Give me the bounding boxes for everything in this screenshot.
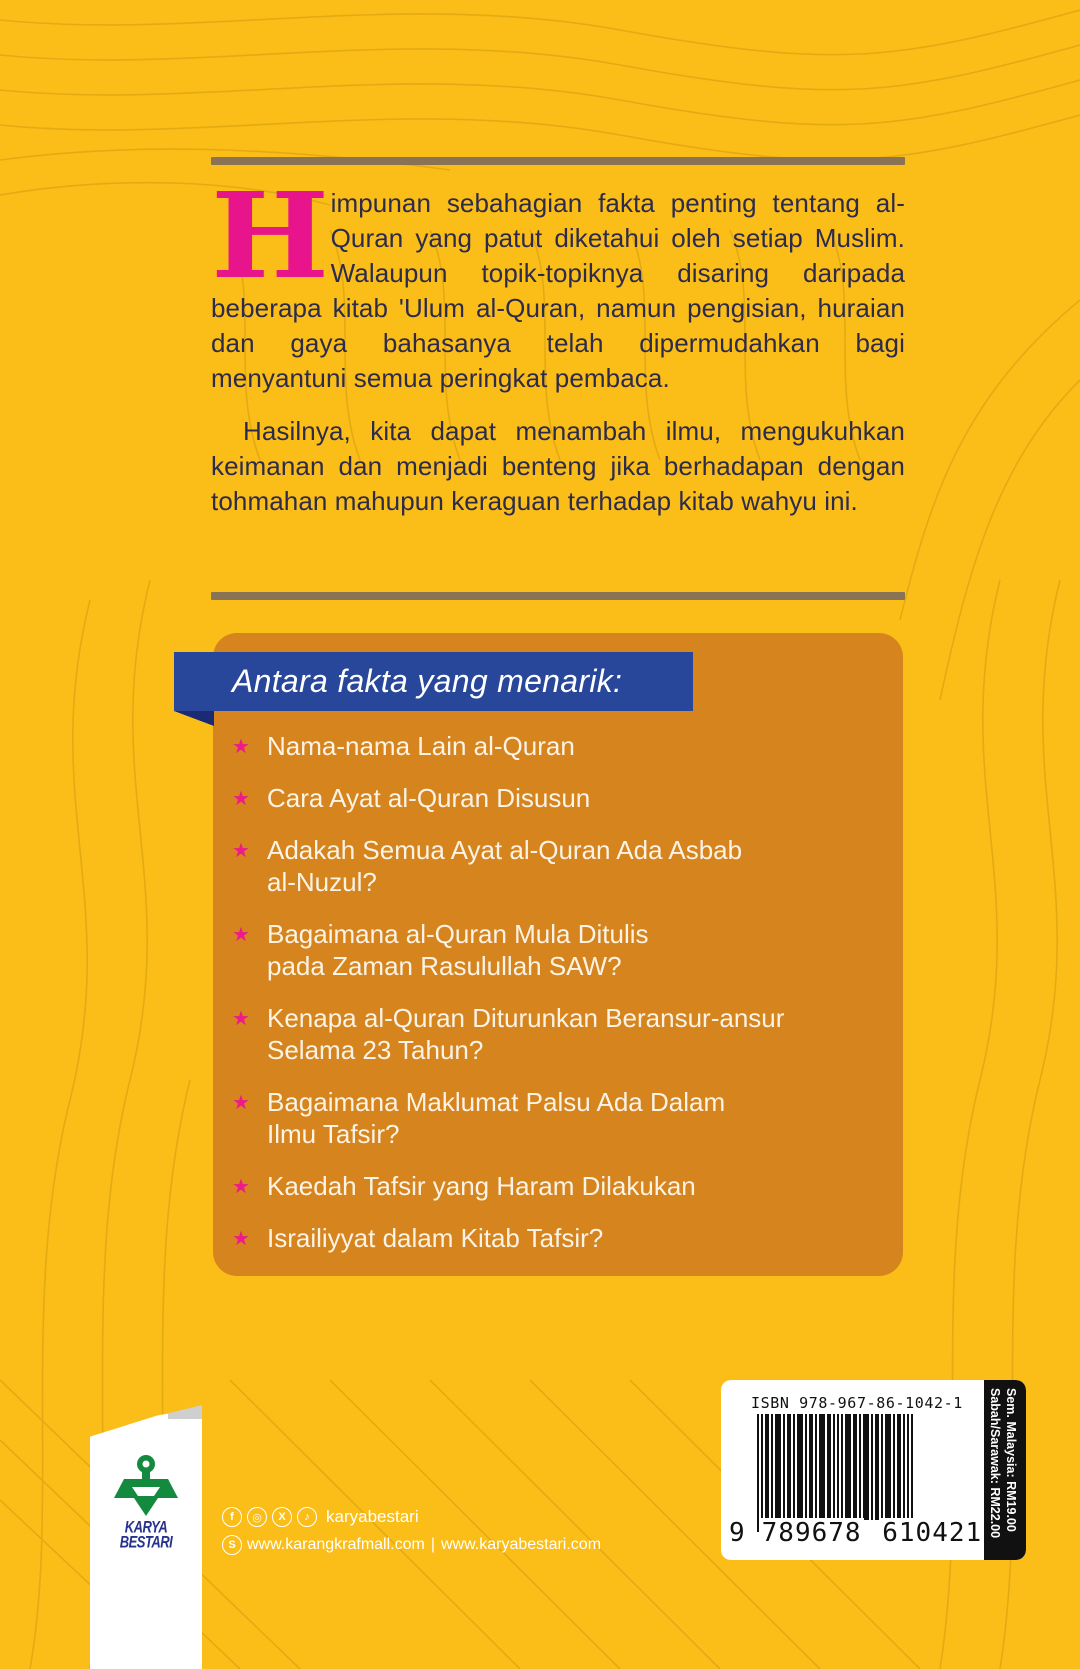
fact-item: ★ Bagaimana Maklumat Palsu Ada Dalam Ilmu Tafsir? — [232, 1087, 726, 1149]
fact-item: ★ Cara Ayat al-Quran Disusun — [232, 783, 591, 813]
bottom-divider-rule — [211, 592, 905, 600]
star-icon: ★ — [232, 924, 250, 946]
star-icon: ★ — [232, 1008, 250, 1030]
banner-fold-shadow — [174, 711, 214, 726]
separator: | — [430, 1536, 435, 1553]
intro-paragraph-1-text: impunan sebahagian fakta penting tentang al-Quran yang patut diketahui oleh setiap Muslim. Walaupun topik-topiknya disaring daripada beberapa kitab 'Ulum al-Quran, namun pengisian, huraian dan gaya bahasanya telah dipermudahkan bagi menyantuni semua peringkat pembaca. — [211, 188, 905, 393]
isbn-text: ISBN 978-967-86-1042-1 — [751, 1394, 963, 1412]
top-divider-rule — [211, 157, 905, 165]
fact-item: ★ Kenapa al-Quran Diturunkan Beransur-ansur Selama 23 Tahun? — [232, 1003, 785, 1065]
facts-list — [232, 730, 872, 1274]
star-icon: ★ — [232, 1092, 250, 1114]
fact-item: ★ Nama-nama Lain al-Quran — [232, 731, 575, 761]
fact-item: ★ Bagaimana al-Quran Mula Ditulis pada Zaman Rasulullah SAW? — [232, 919, 649, 981]
intro-text — [211, 166, 905, 519]
website-link-karangkrafmall[interactable]: www.karangkrafmall.com — [247, 1536, 425, 1553]
social-links — [222, 1505, 601, 1561]
fact-item: ★ Adakah Semua Ayat al-Quran Ada Asbab al-Nuzul? — [232, 835, 743, 897]
fact-item: ★ Kaedah Tafsir yang Haram Dilakukan — [232, 1171, 696, 1201]
barcode-icon — [757, 1414, 979, 1532]
star-icon: ★ — [232, 840, 250, 862]
star-icon: ★ — [232, 736, 250, 758]
social-row — [222, 1505, 601, 1529]
price-sabah-sarawak: Sabah/Sarawak: RM22.00 — [988, 1388, 1002, 1539]
star-icon: ★ — [232, 788, 250, 810]
star-icon: ★ — [232, 1176, 250, 1198]
intro-paragraph-1 — [211, 166, 905, 396]
karya-bestari-logo-icon — [108, 1454, 184, 1518]
price-text — [987, 1388, 1019, 1538]
publisher-logo — [108, 1454, 184, 1552]
barcode-label — [721, 1380, 1026, 1560]
website-row — [222, 1533, 601, 1557]
logo-wordmark: KARYA BESTARI — [119, 1517, 173, 1552]
price-west-malaysia: Sem. Malaysia: RM19.00 — [1004, 1388, 1018, 1532]
facebook-icon[interactable]: f — [222, 1507, 242, 1527]
ean-digits: 9 789678 610421 — [729, 1518, 983, 1548]
price-strip — [984, 1380, 1026, 1560]
star-icon: ★ — [232, 1228, 250, 1250]
intro-paragraph-2: Hasilnya, kita dapat menambah ilmu, mengukuhkan keimanan dan menjadi benteng jika berhadapan dengan tohmahan mahupun keraguan terhadap kitab wahyu ini. — [211, 416, 905, 516]
dropcap-letter: H — [211, 166, 330, 305]
facts-heading-banner — [174, 652, 693, 711]
x-icon[interactable]: X — [272, 1507, 292, 1527]
shop-icon: S — [222, 1535, 242, 1555]
instagram-icon[interactable]: ◎ — [247, 1507, 267, 1527]
fact-item: ★ Israiliyyat dalam Kitab Tafsir? — [232, 1223, 604, 1253]
facts-heading: Antara fakta yang menarik: — [232, 663, 623, 699]
tiktok-icon[interactable]: ♪ — [297, 1507, 317, 1527]
website-link-karyabestari[interactable]: www.karyabestari.com — [440, 1536, 602, 1553]
social-handle[interactable]: karyabestari — [326, 1507, 419, 1526]
